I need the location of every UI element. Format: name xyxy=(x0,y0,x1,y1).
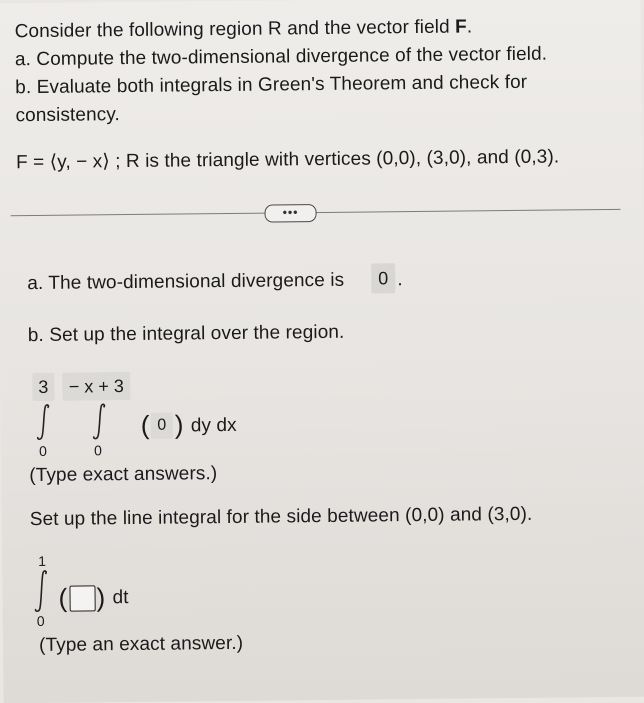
problem-part-b-line1: b. Evaluate both integrals in Green's Theorem and check for xyxy=(15,71,528,99)
type-exact-answer-hint: (Type an exact answer.) xyxy=(38,632,244,656)
problem-part-b-line2: consistency. xyxy=(15,104,120,127)
divergence-period: . xyxy=(397,269,403,291)
line-lower-limit: 0 xyxy=(36,612,45,630)
intro-period: . xyxy=(466,16,473,38)
inner-integral-sign-icon xyxy=(91,402,107,440)
double-integral-differentials: dy dx xyxy=(190,414,237,437)
problem-intro xyxy=(15,16,473,43)
divergence-statement: a. The two-dimensional divergence is xyxy=(27,269,345,295)
intro-text: Consider the following region R and the vector field xyxy=(14,16,456,43)
problem-part-a: a. Compute the two-dimensional divergence of the vector field. xyxy=(14,43,548,71)
field-definition: F = ⟨y, − x⟩ ; R is the triangle with vertices (0,0), (3,0), and (0,3). xyxy=(15,146,560,174)
outer-upper-limit[interactable]: 3 xyxy=(32,373,54,401)
integrand-answer-box[interactable]: 0 xyxy=(151,413,173,439)
line-integrand-answer-box[interactable] xyxy=(69,585,95,611)
line-integral-sign-icon xyxy=(32,569,48,613)
type-exact-answers-hint: (Type exact answers.) xyxy=(29,463,218,487)
vector-field-symbol: F xyxy=(454,16,467,38)
line-upper-limit: 1 xyxy=(38,552,47,569)
expand-more-button[interactable]: ••• xyxy=(264,204,316,223)
outer-integral-sign-icon xyxy=(35,403,51,441)
integrand-left-paren: ( xyxy=(140,409,150,440)
line-integral-prompt: Set up the line integral for the side between (0,0) and (3,0). xyxy=(29,503,533,531)
divergence-answer-box[interactable]: 0 xyxy=(371,263,395,293)
line-integrand-right-paren: ) xyxy=(96,582,106,613)
inner-lower-limit: 0 xyxy=(93,442,102,459)
line-integral-differential: dt xyxy=(112,587,129,609)
outer-lower-limit: 0 xyxy=(38,442,47,459)
integrand-right-paren: ) xyxy=(174,409,184,440)
inner-upper-limit[interactable]: − x + 3 xyxy=(62,372,130,401)
line-integrand-left-paren: ( xyxy=(58,582,68,613)
region-integral-prompt: b. Set up the integral over the region. xyxy=(27,321,345,347)
